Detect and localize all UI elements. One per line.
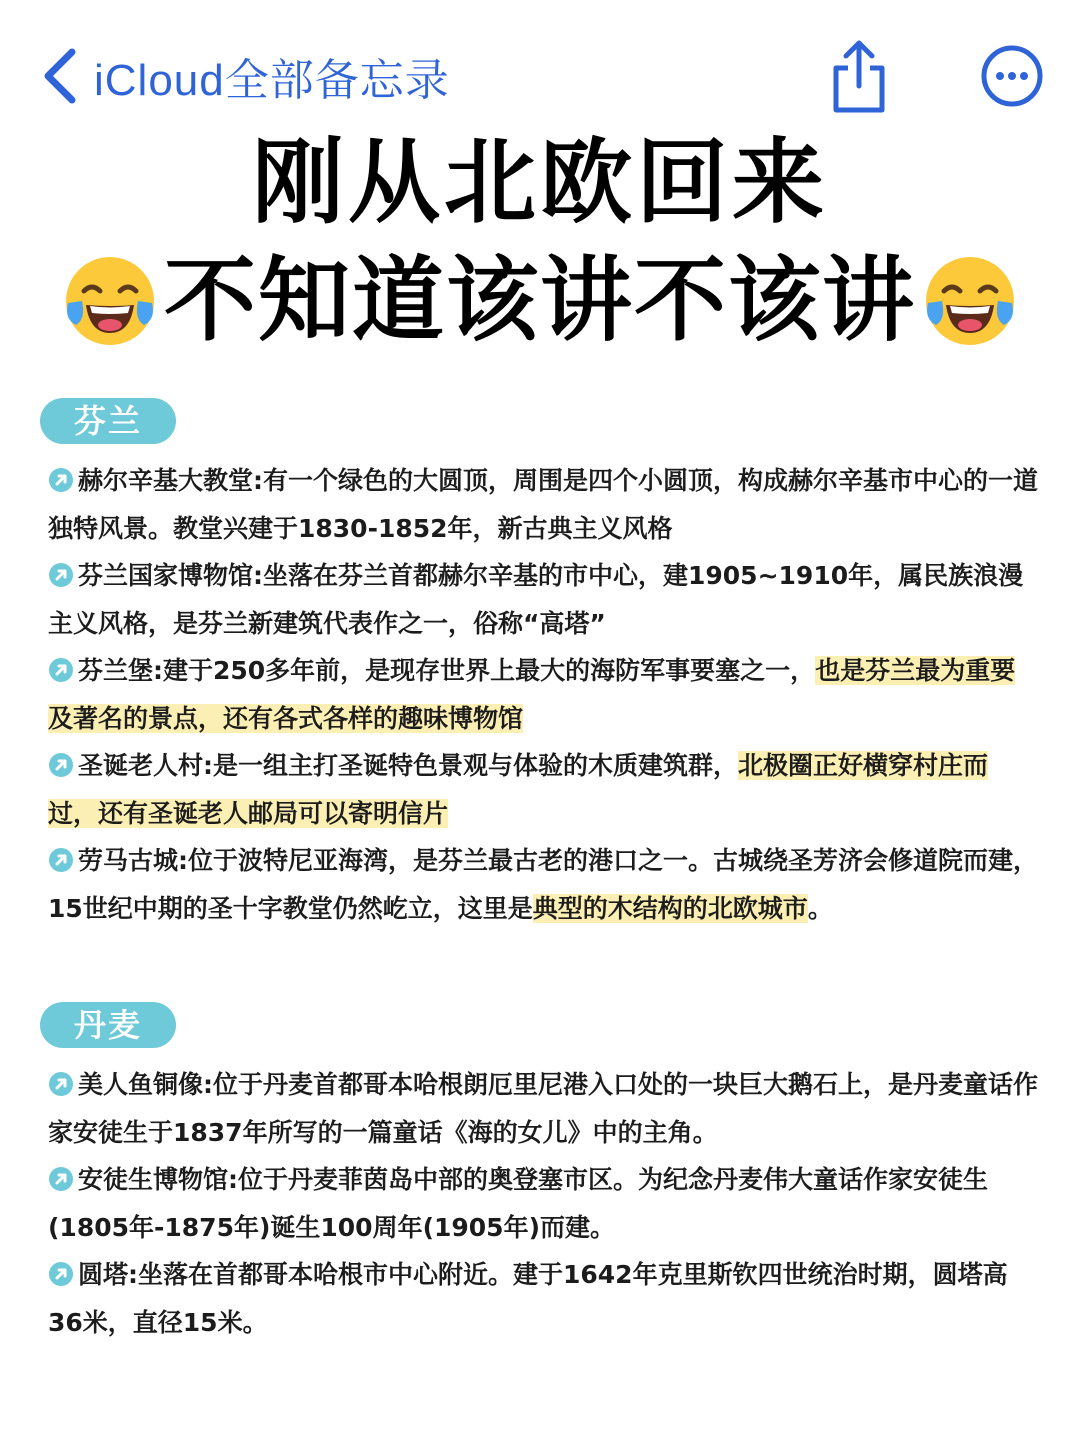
list-item	[48, 1156, 1038, 1251]
arrow-up-right-icon	[48, 467, 74, 493]
item-text: 位于丹麦菲茵岛中部的奥登塞市区。为纪念丹麦伟大童话作家安徒生(1805年-1875年)诞生100周年(1905年)而建。	[48, 1165, 989, 1242]
item-label: 美人鱼铜像:	[78, 1070, 213, 1099]
item-text: 有一个绿色的大圆顶，周围是四个小圆顶，构成赫尔辛基市中心的一道独特风景。教堂兴建于1830-1852年，新古典主义风格	[48, 466, 1039, 543]
list-item	[48, 647, 1038, 742]
section-denmark	[48, 1061, 1038, 1346]
item-text: 坐落在芬兰首都赫尔辛基的市中心，建1905~1910年，属民族浪漫主义风格，是芬兰新建筑代表作之一，俗称“高塔”	[48, 561, 1024, 638]
chevron-left-icon	[40, 46, 80, 106]
nav-bar	[0, 0, 1080, 120]
item-text: 建于250多年前，是现存世界上最大的海防军事要塞之一，	[163, 656, 816, 685]
list-item	[48, 457, 1038, 552]
list-item	[48, 1251, 1038, 1346]
arrow-up-right-icon	[48, 562, 74, 588]
list-item	[48, 552, 1038, 647]
arrow-up-right-icon	[48, 1261, 74, 1287]
item-label: 芬兰堡:	[78, 656, 163, 685]
list-item	[48, 837, 1038, 932]
item-tail: 。	[807, 893, 833, 923]
item-label: 劳马古城:	[78, 846, 188, 875]
more-button[interactable]	[980, 44, 1044, 108]
item-text: 是一组主打圣诞特色景观与体验的木质建筑群，	[213, 751, 739, 780]
item-text: 位于丹麦首都哥本哈根朗厄里尼港入口处的一块巨大鹅石上，是丹麦童话作家安徒生于1837年所写的一篇童话《海的女儿》中的主角。	[48, 1070, 1039, 1147]
back-label: iCloud全部备忘录	[94, 56, 450, 105]
section-tag-denmark: 丹麦	[40, 1002, 176, 1048]
item-text: 坐落在首都哥本哈根市中心附近。建于1642年克里斯钦四世统治时期，圆塔高36米，直径15米。	[48, 1260, 1008, 1337]
item-label: 赫尔辛基大教堂:	[78, 466, 263, 495]
laughing-crying-emoji-icon	[62, 253, 158, 349]
item-label: 圆塔:	[78, 1260, 138, 1289]
note-title-line2	[0, 246, 1080, 356]
arrow-up-right-icon	[48, 847, 74, 873]
item-highlight: 也是芬兰最为重要及著名的景点，还有各式各样的趣味博物馆	[48, 656, 1016, 733]
list-item	[48, 1061, 1038, 1156]
section-finland	[48, 457, 1038, 932]
arrow-up-right-icon	[48, 1166, 74, 1192]
arrow-up-right-icon	[48, 752, 74, 778]
back-button[interactable]	[40, 44, 450, 108]
item-highlight: 北极圈正好横穿村庄而过，还有圣诞老人邮局可以寄明信片	[48, 751, 989, 828]
more-icon	[980, 44, 1044, 108]
note-title-line2-text: 不知道该讲不该讲	[163, 247, 916, 354]
arrow-up-right-icon	[48, 657, 74, 683]
item-text: 位于波特尼亚海湾，是芬兰最古老的港口之一。古城绕圣芳济会修道院而建，15世纪中期的圣十字教堂仍然屹立，这里是	[48, 846, 1039, 923]
share-icon	[826, 38, 892, 114]
arrow-up-right-icon	[48, 1071, 74, 1097]
section-tag-finland: 芬兰	[40, 398, 176, 444]
item-label: 安徒生博物馆:	[78, 1165, 238, 1194]
list-item	[48, 742, 1038, 837]
item-label: 芬兰国家博物馆:	[78, 561, 263, 590]
item-label: 圣诞老人村:	[78, 751, 213, 780]
item-highlight: 典型的木结构的北欧城市	[532, 893, 808, 923]
share-button[interactable]	[826, 38, 892, 114]
laughing-crying-emoji-icon	[922, 253, 1018, 349]
note-title-line1: 刚从北欧回来	[251, 129, 828, 236]
